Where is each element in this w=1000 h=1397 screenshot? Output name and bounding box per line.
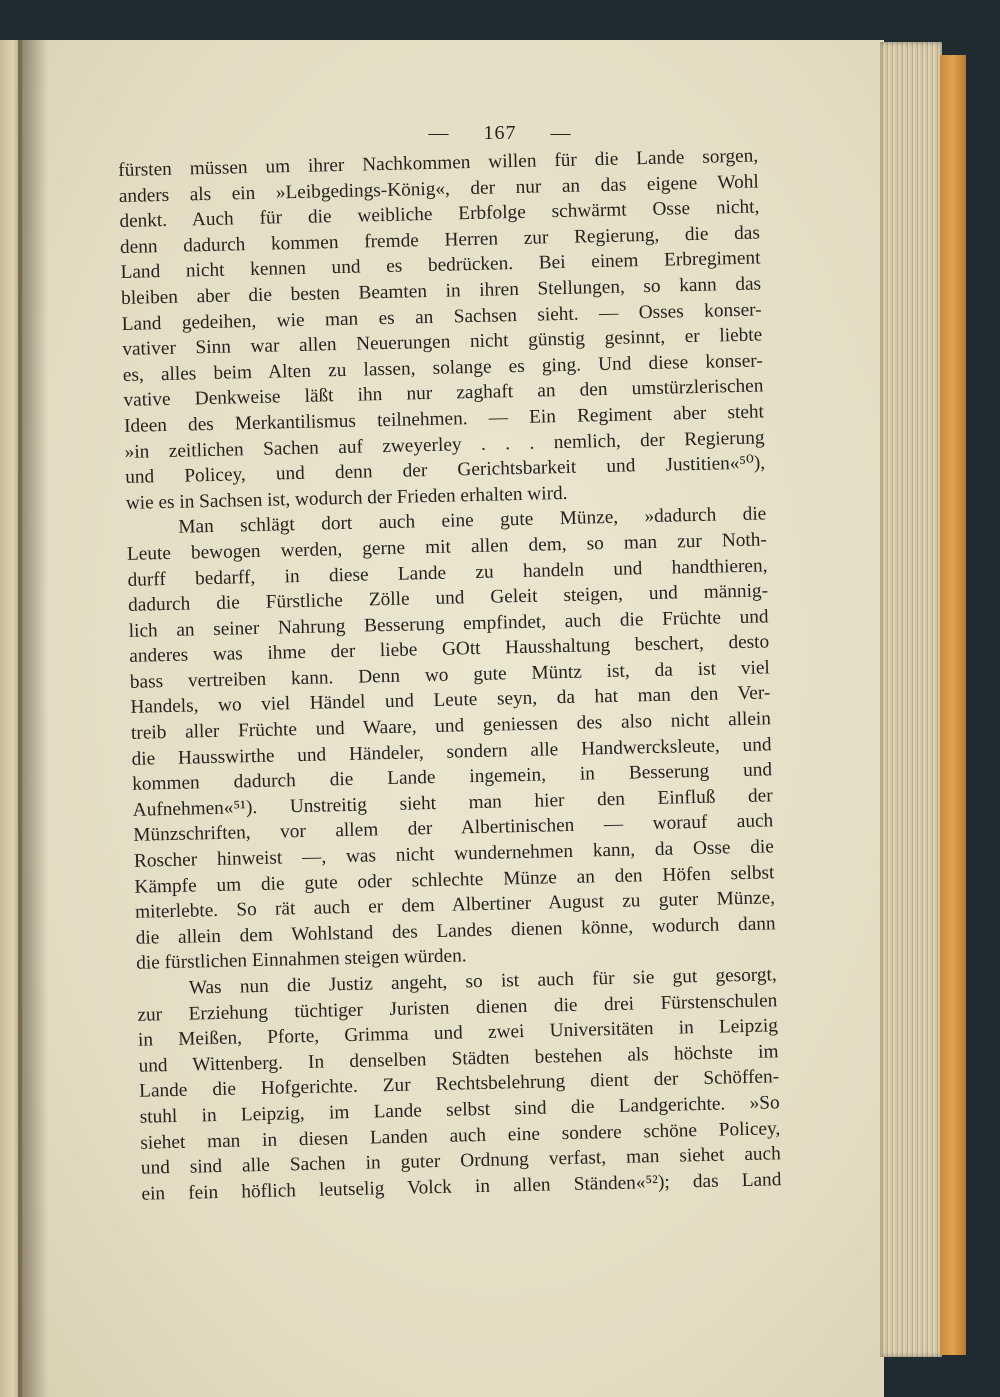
text-line: vative Denkweise läßt ihn nur zaghaft an den umstürzlerischen bbox=[123, 375, 764, 412]
text-line: denkt. Auch für die weibliche Erbfolge schwärmt Osse nicht, bbox=[119, 196, 760, 233]
text-line: »in zeitlichen Sachen auf zweyerley . . . nemlich, der Regierung bbox=[124, 426, 765, 463]
text-line: anderes was ihme der liebe GOtt Hausshaltung beschert, desto bbox=[129, 631, 770, 668]
text-line: bleiben aber die besten Beamten in ihren Stellungen, so kann das bbox=[120, 273, 762, 309]
text-line: dadurch die Fürstliche Zölle und Geleit steigen, und männig- bbox=[127, 580, 769, 616]
text-line: siehet man in diesen Landen auch eine sondere schöne Policey, bbox=[140, 1117, 781, 1154]
text-line: anders als ein »Leibgedings-König«, der nur an das eigene Wohl bbox=[118, 171, 759, 207]
text-line: durff bedarff, in diese Lande zu handeln und handthieren, bbox=[127, 554, 768, 591]
text-line: kommen dadurch die Lande ingemein, in Besserung und bbox=[131, 759, 773, 796]
text-line: Ideen des Merkantilismus teilnehmen. — Ein Regiment aber steht bbox=[123, 401, 765, 437]
book-cover-edge bbox=[940, 55, 966, 1355]
page-header bbox=[0, 122, 1000, 145]
text-line: die allein dem Wohlstand des Landes dienen könne, wodurch dann bbox=[135, 913, 776, 949]
text-line: miterlebte. So rät auch er dem Albertiner August zu guter Münze, bbox=[134, 887, 776, 924]
text-line: Aufnehmen«⁵¹). Unstreitig sieht man hier den Einfluß der bbox=[132, 785, 773, 821]
header-dash-left: — bbox=[428, 122, 450, 144]
text-line: die Hausswirthe und Händeler, sondern alle Handwercksleute, und bbox=[131, 733, 772, 770]
text-line: Münzschriften, vor allem der Albertinischen — worauf auch bbox=[133, 810, 774, 847]
text-line: Land nicht kennen und es bedrücken. Bei einem Erbregiment bbox=[120, 247, 761, 284]
text-line: denn dadurch kommen fremde Herren zur Regierung, die das bbox=[119, 222, 761, 258]
text-line: in Meißen, Pforte, Grimma und zwei Universitäten in Leipzig bbox=[137, 1015, 779, 1051]
text-line: wie es in Sachsen ist, wodurch der Frieden erhalten wird. bbox=[125, 482, 568, 514]
text-line: und Wittenberg. In denselben Städten bestehen als höchste im bbox=[138, 1041, 779, 1077]
text-line: die fürstlichen Einnahmen steigen würden. bbox=[136, 945, 467, 975]
body-text bbox=[118, 143, 782, 1207]
text-line: Land gedeihen, wie man es an Sachsen sieht. — Osses konser- bbox=[121, 299, 762, 335]
text-line: Leute bewogen werden, gerne mit allen dem, so man zur Noth- bbox=[126, 529, 768, 565]
text-line: bass vertreiben kann. Denn wo gute Müntz ist, da ist viel bbox=[129, 657, 770, 693]
text-line: es, alles beim Alten zu lassen, solange es ging. Und diese konser- bbox=[122, 350, 764, 386]
text-line: Was nun die Justiz angeht, so ist auch für sie gut gesorgt, bbox=[188, 964, 777, 999]
text-line: ein fein höflich leutselig Volck in allen Ständen«⁵²); das Land bbox=[141, 1168, 782, 1205]
text-line: Kämpfe um die gute oder schlechte Münze an den Höfen selbst bbox=[134, 861, 775, 898]
text-line: fürsten müssen um ihrer Nachkommen willen für die Lande sorgen, bbox=[118, 145, 759, 181]
text-line: lich an seiner Nahrung Besserung empfindet, auch die Früchte und bbox=[128, 606, 769, 642]
spine-shadow bbox=[18, 40, 48, 1397]
text-line: Lande die Hofgerichte. Zur Rechtsbelehrung dient der Schöffen- bbox=[138, 1066, 780, 1103]
page-edge-stack bbox=[880, 42, 942, 1357]
text-line: treib aller Früchte und Waare, und geniessen des also nicht allein bbox=[130, 708, 772, 744]
text-line: Handels, wo viel Händel und Leute seyn, da hat man den Ver- bbox=[130, 682, 771, 719]
text-line: vativer Sinn war allen Neuerungen nicht günstig gesinnt, er liebte bbox=[122, 324, 763, 361]
text-line: und Policey, und denn der Gerichtsbarkeit und Justitien«⁵⁰), bbox=[125, 452, 766, 489]
header-dash-right: — bbox=[550, 122, 572, 144]
text-line: Roscher hinweist —, was nicht wundernehmen kann, da Osse die bbox=[133, 836, 775, 872]
text-line: zur Erziehung tüchtiger Juristen dienen die drei Fürstenschulen bbox=[137, 989, 778, 1026]
page-number: 167 bbox=[483, 122, 517, 144]
text-line: stuhl in Leipzig, im Lande selbst sind die Landgerichte. »So bbox=[139, 1092, 780, 1128]
text-line: und sind alle Sachen in guter Ordnung verfast, man siehet auch bbox=[140, 1143, 782, 1179]
text-line: Man schlägt dort auch eine gute Münze, »dadurch die bbox=[178, 503, 767, 539]
